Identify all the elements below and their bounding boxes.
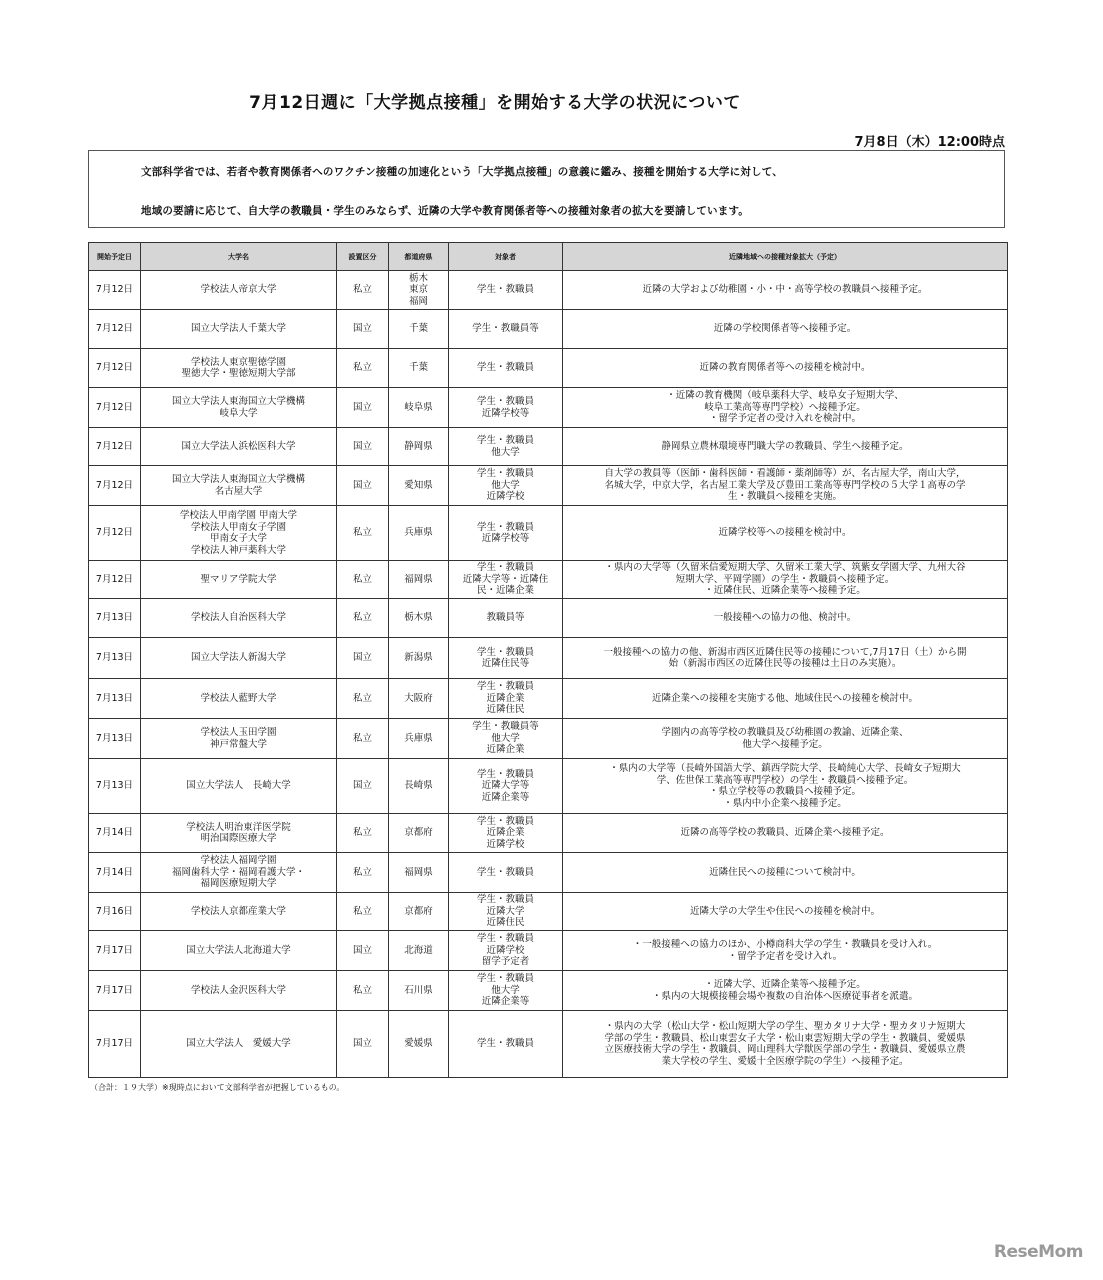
target-line: 学生・教職員 [476, 768, 534, 780]
target-cell [449, 561, 563, 599]
university-name-line: 学校法人京都産業大学 [190, 905, 286, 917]
prefecture-cell [389, 388, 449, 428]
prefecture-cell [389, 971, 449, 1011]
target-line: 他大学 [491, 984, 520, 996]
expansion-plan-cell [563, 1011, 1008, 1078]
university-name-cell [141, 466, 337, 506]
university-name-line: 国立大学法人千葉大学 [190, 323, 286, 335]
target-line: 留学予定者 [481, 956, 530, 968]
prefecture-cell [389, 561, 449, 599]
start-date-cell: 7月13日 [89, 759, 141, 814]
target-line: 学生・教職員 [476, 362, 534, 374]
prefecture-cell [389, 719, 449, 759]
university-name-cell [141, 428, 337, 466]
target-line: 近隣大学 [486, 905, 525, 917]
table-row [89, 466, 1008, 506]
university-name-cell [141, 931, 337, 971]
header-establishment-type: 設置区分 [337, 243, 389, 271]
prefecture-cell [389, 1011, 449, 1078]
expansion-plan-cell [563, 349, 1008, 388]
prefecture-line: 北海道 [404, 944, 433, 956]
table-row [89, 971, 1008, 1011]
prefecture-cell [389, 428, 449, 466]
university-name-line: 学校法人東京聖徳学園 [190, 356, 286, 368]
table-row [89, 638, 1008, 679]
target-cell [449, 310, 563, 349]
prefecture-line: 岐阜県 [404, 401, 433, 413]
prefecture-line: 大阪府 [404, 692, 433, 704]
expansion-plan-line: ・県内の大学（松山大学・松山短期大学の学生、聖カタリナ大学・聖カタリナ短期大 [604, 1021, 966, 1032]
establishment-type-cell: 私立 [337, 719, 389, 759]
start-date-cell: 7月13日 [89, 719, 141, 759]
prefecture-cell [389, 506, 449, 561]
university-name-line: 名古屋大学 [214, 485, 263, 497]
table-body [89, 271, 1008, 1078]
table-row [89, 814, 1008, 853]
university-name-line: 聖徳大学・聖徳短期大学部 [181, 368, 296, 379]
establishment-type-cell: 私立 [337, 271, 389, 310]
expansion-plan-line: 自大学の教員等（医師・歯科医師・看護師・薬剤師等）が、名古屋大学，南山大学， [604, 468, 966, 480]
prefecture-cell [389, 599, 449, 638]
expansion-plan-cell [563, 428, 1008, 466]
establishment-type-cell: 国立 [337, 759, 389, 814]
intro-box [88, 150, 1005, 228]
expansion-plan-line: 近隣学校等への接種を検討中。 [718, 527, 852, 539]
prefecture-cell [389, 893, 449, 931]
university-name-line: 甲南女子大学 [209, 533, 267, 544]
prefecture-line: 福岡県 [404, 866, 433, 878]
university-name-line: 学校法人金沢医科大学 [190, 984, 286, 996]
expansion-plan-cell [563, 561, 1008, 599]
start-date-cell: 7月17日 [89, 971, 141, 1011]
target-line: 学生・教職員 [476, 866, 534, 878]
university-name-line: 国立大学法人東海国立大学機構 [171, 474, 305, 485]
prefecture-cell [389, 466, 449, 506]
establishment-type-cell: 国立 [337, 638, 389, 679]
prefecture-cell [389, 638, 449, 679]
start-date-cell: 7月12日 [89, 428, 141, 466]
table-row [89, 388, 1008, 428]
establishment-type-cell: 私立 [337, 893, 389, 931]
prefecture-cell [389, 931, 449, 971]
target-cell [449, 638, 563, 679]
university-name-cell [141, 893, 337, 931]
target-line: 近隣企業 [486, 744, 525, 756]
prefecture-line: 静岡県 [404, 440, 433, 452]
university-name-line: 国立大学法人 愛媛大学 [186, 1038, 291, 1050]
expansion-plan-line: ・一般接種への協力のほか、小樽商科大学の学生・教職員を受け入れ。 [632, 939, 938, 950]
target-cell [449, 679, 563, 719]
expansion-plan-cell [563, 271, 1008, 310]
start-date-cell: 7月12日 [89, 506, 141, 561]
target-line: 教職員等 [486, 612, 525, 624]
target-line: 近隣住民 [486, 917, 525, 929]
university-name-line: 学校法人玉田学園 [200, 727, 277, 738]
establishment-type-cell: 私立 [337, 679, 389, 719]
header-prefecture: 都道府県 [389, 243, 449, 271]
start-date-cell: 7月12日 [89, 561, 141, 599]
expansion-plan-cell [563, 506, 1008, 561]
target-line: 民・近隣企業 [476, 585, 534, 597]
prefecture-line: 栃木県 [404, 612, 433, 624]
page-title: 7月12日週に「大学拠点接種」を開始する大学の状況について [249, 93, 741, 113]
prefecture-cell [389, 814, 449, 853]
expansion-plan-line: ・県立学校等の教職員へ接種予定。 [708, 786, 861, 797]
prefecture-line: 千葉 [408, 323, 428, 335]
university-name-line: 国立大学法人東海国立大学機構 [171, 396, 305, 407]
target-line: 学生・教職員 [476, 681, 534, 693]
target-cell [449, 506, 563, 561]
target-line: 近隣学校等 [481, 407, 530, 419]
prefecture-line: 福岡県 [404, 573, 433, 585]
expansion-plan-cell [563, 599, 1008, 638]
target-cell [449, 466, 563, 506]
expansion-plan-line: ・留学予定者の受け入れを検討中。 [708, 413, 861, 425]
target-cell [449, 853, 563, 893]
expansion-plan-line: ・近隣大学、近隣企業等へ接種予定。 [704, 979, 866, 990]
target-cell [449, 599, 563, 638]
university-name-cell [141, 971, 337, 1011]
prefecture-line: 兵庫県 [404, 732, 433, 744]
target-cell [449, 271, 563, 310]
expansion-plan-cell [563, 310, 1008, 349]
establishment-type-cell: 私立 [337, 599, 389, 638]
target-cell [449, 971, 563, 1011]
prefecture-cell [389, 271, 449, 310]
header-expansion-plan: 近隣地域への接種対象拡大（予定） [563, 243, 1008, 271]
prefecture-line: 石川県 [404, 984, 433, 996]
table-row [89, 310, 1008, 349]
table-row [89, 428, 1008, 466]
target-line: 他大学 [491, 732, 520, 744]
university-name-cell [141, 638, 337, 679]
prefecture-line: 愛知県 [404, 479, 433, 491]
expansion-plan-line: 岐阜工業高等専門学校）へ接種予定。 [704, 401, 866, 413]
prefecture-line: 兵庫県 [404, 527, 433, 539]
establishment-type-cell: 私立 [337, 971, 389, 1011]
table-row [89, 599, 1008, 638]
expansion-plan-line: 静岡県立農林環境専門職大学の教職員、学生へ接種予定。 [661, 440, 909, 452]
university-name-line: 学校法人甲南学園 甲南大学 [179, 510, 298, 521]
target-line: 近隣学校等 [481, 533, 530, 544]
target-cell [449, 349, 563, 388]
university-name-line: 学校法人自治医科大学 [190, 612, 286, 624]
expansion-plan-line: 一般接種への協力の他、検討中。 [713, 612, 857, 624]
expansion-plan-line: ・県内の大学等（長崎外国語大学、鎮西学院大学、長崎純心大学、長崎女子短期大 [609, 763, 961, 774]
start-date-cell: 7月12日 [89, 466, 141, 506]
expansion-plan-cell [563, 759, 1008, 814]
expansion-plan-line: 始（新潟市西区の近隣住民等の接種は土日のみ実施）。 [668, 658, 902, 669]
target-line: 他大学 [491, 446, 520, 458]
prefecture-line: 千葉 [408, 362, 428, 374]
header-university-name: 大学名 [141, 243, 337, 271]
prefecture-line: 愛媛県 [404, 1038, 433, 1050]
establishment-type-cell: 国立 [337, 1011, 389, 1078]
university-name-line: 福岡医療短期大学 [200, 878, 277, 890]
resemom-logo: ReseMom [993, 1242, 1083, 1262]
university-name-cell [141, 814, 337, 853]
university-name-line: 岐阜大学 [219, 407, 258, 419]
expansion-plan-line: ・留学予定者を受け入れ。 [727, 950, 843, 962]
establishment-type-cell: 国立 [337, 388, 389, 428]
target-line: 学生・教職員等 [472, 721, 539, 733]
establishment-type-cell: 国立 [337, 428, 389, 466]
university-name-line: 学校法人甲南女子学園 [190, 521, 286, 533]
target-line: 学生・教職員 [476, 284, 534, 296]
expansion-plan-cell [563, 814, 1008, 853]
expansion-plan-line: ・県内の大学等（久留米信愛短期大学、久留米工業大学、筑紫女学園大学、九州大谷 [604, 562, 966, 574]
target-cell [449, 388, 563, 428]
expansion-plan-line: 近隣の高等学校の教職員、近隣企業へ接種予定。 [680, 827, 890, 839]
intro-line-1: 文部科学省では、若者や教育関係者へのワクチン接種の加速化という「大学拠点接種」の意義に鑑み、接種を開始する大学に対して、 [141, 166, 783, 178]
target-line: 近隣企業 [486, 692, 525, 704]
target-line: 近隣学校 [486, 838, 525, 850]
prefecture-cell [389, 349, 449, 388]
prefecture-line: 福岡 [408, 295, 428, 307]
expansion-plan-cell [563, 638, 1008, 679]
expansion-plan-cell [563, 388, 1008, 428]
start-date-cell: 7月17日 [89, 1011, 141, 1078]
target-line: 近隣学校 [486, 944, 525, 956]
target-line: 学生・教職員等 [472, 323, 539, 335]
establishment-type-cell: 私立 [337, 349, 389, 388]
university-name-cell [141, 719, 337, 759]
university-name-cell [141, 561, 337, 599]
university-name-line: 明治国際医療大学 [200, 833, 277, 844]
target-cell [449, 1011, 563, 1078]
table-row [89, 1011, 1008, 1078]
university-name-line: 聖マリア学院大学 [200, 573, 277, 585]
university-name-line: 国立大学法人北海道大学 [186, 944, 291, 956]
prefecture-cell [389, 310, 449, 349]
start-date-cell: 7月13日 [89, 638, 141, 679]
target-line: 学生・教職員 [476, 1038, 534, 1050]
university-name-line: 国立大学法人新潟大学 [190, 652, 286, 664]
table-row [89, 561, 1008, 599]
target-line: 近隣住民等 [481, 658, 530, 669]
expansion-plan-line: 立医療技術大学の学生・教職員、岡山理科大学獣医学部の学生・教職員、愛媛県立農 [604, 1044, 966, 1055]
target-line: 近隣大学等 [481, 780, 530, 792]
as-of-date: 7月8日（木）12:00時点 [854, 135, 1005, 150]
university-name-cell [141, 853, 337, 893]
start-date-cell: 7月16日 [89, 893, 141, 931]
expansion-plan-line: 近隣の大学および幼稚園・小・中・高等学校の教職員へ接種予定。 [642, 284, 928, 296]
prefecture-line: 新潟県 [404, 652, 433, 664]
target-line: 学生・教職員 [476, 894, 534, 906]
expansion-plan-cell [563, 719, 1008, 759]
target-line: 学生・教職員 [476, 646, 534, 658]
prefecture-line: 長崎県 [404, 780, 433, 792]
target-cell [449, 719, 563, 759]
target-line: 近隣住民 [486, 704, 525, 716]
start-date-cell: 7月14日 [89, 814, 141, 853]
expansion-plan-cell [563, 679, 1008, 719]
target-line: 学生・教職員 [476, 435, 534, 446]
expansion-plan-line: 近隣住民への接種について検討中。 [709, 866, 861, 878]
university-name-line: 神戸常盤大学 [209, 738, 267, 750]
university-name-cell [141, 599, 337, 638]
prefecture-line: 京都府 [404, 905, 433, 917]
expansion-plan-line: 短期大学、平岡学園）の学生・教職員へ接種予定。 [675, 573, 895, 585]
start-date-cell: 7月13日 [89, 599, 141, 638]
expansion-plan-line: 近隣の教育関係者等への接種を検討中。 [699, 362, 871, 374]
target-line: 学生・教職員 [476, 468, 534, 480]
university-name-cell [141, 679, 337, 719]
prefecture-line: 東京 [408, 284, 428, 296]
target-cell [449, 759, 563, 814]
university-name-line: 国立大学法人浜松医科大学 [181, 440, 296, 452]
establishment-type-cell: 国立 [337, 310, 389, 349]
expansion-plan-line: 学園内の高等学校の教職員及び幼稚園の教諭、近隣企業、 [661, 727, 909, 738]
expansion-plan-line: 近隣企業への接種を実施する他、地域住民への接種を検討中。 [651, 692, 918, 704]
header-target: 対象者 [449, 243, 563, 271]
start-date-cell: 7月17日 [89, 931, 141, 971]
expansion-plan-line: ・県内中小企業へ接種予定。 [723, 797, 847, 809]
establishment-type-cell: 私立 [337, 814, 389, 853]
table-row [89, 271, 1008, 310]
target-line: 学生・教職員 [476, 396, 534, 407]
target-cell [449, 814, 563, 853]
expansion-plan-line: 他大学へ接種予定。 [742, 738, 828, 750]
prefecture-cell [389, 759, 449, 814]
university-name-line: 学校法人明治東洋医学院 [186, 821, 291, 833]
prefecture-cell [389, 853, 449, 893]
expansion-plan-line: ・近隣住民、近隣企業等へ接種予定。 [704, 585, 866, 597]
establishment-type-cell: 私立 [337, 561, 389, 599]
footnote: （合計：１９大学）※現時点において文部科学省が把握しているもの。 [90, 1083, 345, 1092]
university-name-line: 学校法人福岡学園 [200, 855, 277, 867]
expansion-plan-line: 近隣大学の大学生や住民への接種を検討中。 [689, 905, 880, 917]
intro-line-2: 地域の要請に応じて、自大学の教職員・学生のみならず、近隣の大学や教育関係者等への接種対象者の拡大を要請しています。 [141, 205, 750, 217]
table-row [89, 349, 1008, 388]
table-row [89, 853, 1008, 893]
target-cell [449, 893, 563, 931]
target-line: 学生・教職員 [476, 521, 534, 533]
table-row [89, 893, 1008, 931]
target-line: 近隣学校 [486, 491, 525, 503]
target-line: 近隣企業等 [481, 791, 530, 803]
expansion-plan-cell [563, 931, 1008, 971]
university-name-line: 国立大学法人 長崎大学 [186, 780, 291, 792]
establishment-type-cell: 私立 [337, 506, 389, 561]
university-name-cell [141, 506, 337, 561]
target-line: 学生・教職員 [476, 562, 534, 574]
prefecture-line: 栃木 [408, 272, 428, 284]
target-line: 学生・教職員 [476, 933, 534, 945]
target-cell [449, 428, 563, 466]
target-line: 学生・教職員 [476, 973, 534, 985]
start-date-cell: 7月12日 [89, 349, 141, 388]
start-date-cell: 7月12日 [89, 388, 141, 428]
expansion-plan-line: 業大学校の学生、愛媛十全医療学院の学生）へ接種予定。 [661, 1055, 909, 1067]
header-start-date: 開始予定日 [89, 243, 141, 271]
target-line: 学生・教職員 [476, 815, 534, 827]
expansion-plan-cell [563, 466, 1008, 506]
university-name-cell [141, 388, 337, 428]
establishment-type-cell: 国立 [337, 931, 389, 971]
university-name-cell [141, 349, 337, 388]
university-table [88, 242, 1008, 1078]
expansion-plan-line: ・近隣の教育機関（岐阜薬科大学、岐阜女子短期大学、 [666, 390, 904, 402]
prefecture-cell [389, 679, 449, 719]
target-line: 他大学 [491, 479, 520, 491]
university-name-cell [141, 271, 337, 310]
university-name-line: 福岡歯科大学・福岡看護大学・ [171, 866, 305, 878]
university-name-cell [141, 1011, 337, 1078]
expansion-plan-line: 一般接種への協力の他、新潟市西区近隣住民等の接種について,7月17日（土）から開 [603, 646, 967, 658]
table-row [89, 931, 1008, 971]
start-date-cell: 7月12日 [89, 271, 141, 310]
expansion-plan-cell [563, 893, 1008, 931]
expansion-plan-cell [563, 971, 1008, 1011]
prefecture-line: 京都府 [404, 827, 433, 839]
expansion-plan-line: 名城大学，中京大学，名古屋工業大学及び豊田工業高等専門学校の５大学１高専の学 [604, 479, 966, 491]
table-row [89, 759, 1008, 814]
university-name-line: 学校法人神戸薬科大学 [190, 544, 286, 556]
expansion-plan-line: 学部の学生・教職員、松山東雲女子大学・松山東雲短期大学の学生・教職員、愛媛県 [604, 1032, 966, 1044]
table-header-row [89, 243, 1008, 271]
expansion-plan-line: ・県内の大規模接種会場や複数の自治体へ医療従事者を派遣。 [651, 990, 918, 1002]
target-line: 近隣大学等・近隣住 [462, 573, 549, 585]
expansion-plan-line: 近隣の学校関係者等へ接種予定。 [713, 323, 857, 335]
start-date-cell: 7月13日 [89, 679, 141, 719]
target-line: 近隣企業等 [481, 996, 530, 1008]
target-line: 近隣企業 [486, 827, 525, 839]
start-date-cell: 7月14日 [89, 853, 141, 893]
establishment-type-cell: 私立 [337, 853, 389, 893]
expansion-plan-line: 学、佐世保工業高等専門学校）の学生・教職員へ接種予定。 [656, 774, 914, 786]
university-name-cell [141, 310, 337, 349]
start-date-cell: 7月12日 [89, 310, 141, 349]
university-name-line: 学校法人藍野大学 [200, 692, 277, 704]
target-cell [449, 931, 563, 971]
expansion-plan-cell [563, 853, 1008, 893]
table-row [89, 679, 1008, 719]
establishment-type-cell: 国立 [337, 466, 389, 506]
expansion-plan-line: 生・教職員へ接種を実施。 [727, 491, 842, 503]
table-row [89, 719, 1008, 759]
university-name-cell [141, 759, 337, 814]
table-row [89, 506, 1008, 561]
university-name-line: 学校法人帝京大学 [200, 284, 277, 296]
